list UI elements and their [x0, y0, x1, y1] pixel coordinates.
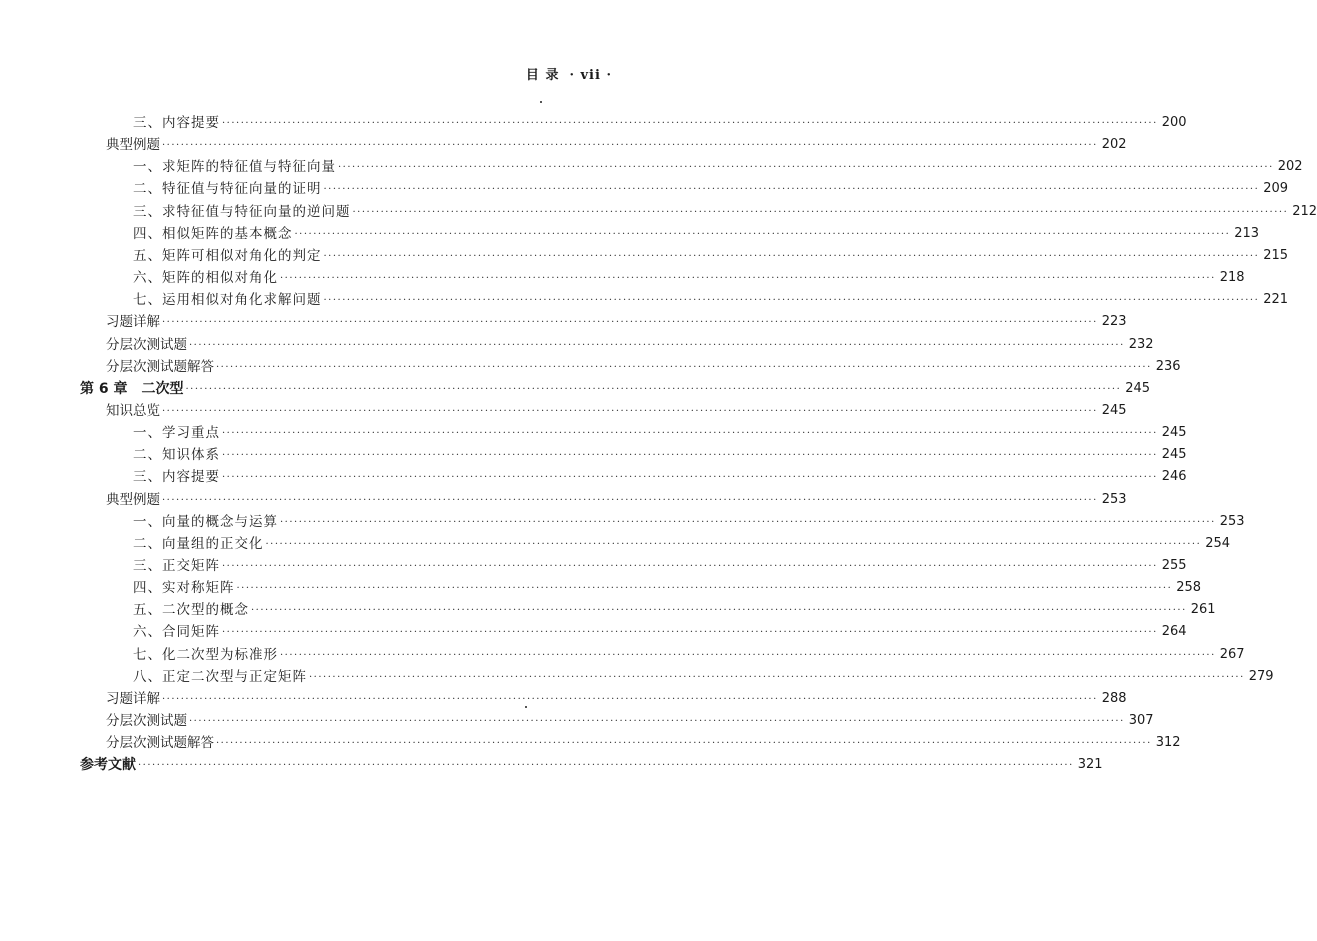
toc-entry[interactable]	[133, 110, 1187, 132]
toc-leader-dots: ········································································································································································································	[222, 428, 1158, 440]
toc-entry-label: 分层次测试题	[106, 713, 187, 730]
toc-entry[interactable]	[133, 221, 1260, 243]
toc-leader-dots: ········································································································································································································	[162, 317, 1098, 329]
toc-entry-page: 223	[1101, 314, 1127, 330]
toc-leader-dots: ········································································································································································································	[216, 361, 1152, 373]
toc-entry[interactable]	[80, 376, 1151, 398]
header-section-title: 目 录	[525, 68, 560, 83]
toc-leader-dots: ········································································································································································································	[323, 250, 1260, 262]
toc-entry-label: 第 6 章 二次型	[80, 380, 184, 397]
toc-entry[interactable]	[133, 287, 1289, 309]
toc-entry-page: 261	[1190, 602, 1216, 618]
toc-entry[interactable]	[133, 575, 1202, 597]
toc-entry[interactable]	[106, 398, 1127, 420]
toc-entry[interactable]	[133, 531, 1231, 553]
toc-entry-label: 二、特征值与特征向量的证明	[133, 181, 322, 198]
toc-entry[interactable]	[133, 619, 1187, 641]
scan-speck	[525, 706, 527, 708]
toc-leader-dots: ········································································································································································································	[216, 738, 1152, 750]
toc-entry-label: 三、内容提要	[133, 469, 220, 486]
toc-entry-label: 分层次测试题	[106, 336, 187, 353]
toc-entry-page: 253	[1101, 491, 1127, 507]
toc-leader-dots: ········································································································································································································	[222, 450, 1158, 462]
header-page-number: · vii ·	[569, 68, 612, 83]
toc-entry-page: 209	[1263, 181, 1289, 197]
toc-leader-dots: ········································································································································································································	[138, 760, 1074, 772]
toc-leader-dots: ········································································································································································································	[338, 162, 1274, 174]
toc-leader-dots: ········································································································································································································	[236, 583, 1173, 595]
toc-entry-label: 分层次测试题解答	[106, 735, 214, 752]
toc-entry[interactable]	[133, 243, 1289, 265]
toc-entry-page: 307	[1128, 713, 1154, 729]
toc-entry-page: 258	[1176, 580, 1202, 596]
toc-entry-page: 232	[1128, 336, 1154, 352]
toc-entry-page: 246	[1161, 469, 1187, 485]
toc-leader-dots: ········································································································································································································	[280, 516, 1216, 528]
toc-entry[interactable]	[133, 553, 1187, 575]
toc-entry-label: 五、二次型的概念	[133, 602, 249, 619]
toc-entry-page: 218	[1219, 270, 1245, 286]
toc-entry-label: 习题详解	[106, 690, 160, 707]
toc-entry-label: 典型例题	[106, 137, 160, 154]
toc-entry-page: 288	[1101, 690, 1127, 706]
toc-entry-page: 254	[1205, 535, 1231, 551]
toc-entry-page: 245	[1101, 402, 1127, 418]
toc-entry-label: 参考文献	[80, 757, 136, 774]
running-header	[526, 64, 612, 83]
toc-entry-label: 知识总览	[106, 402, 160, 419]
toc-entry[interactable]	[80, 752, 1103, 774]
toc-entry-label: 一、向量的概念与运算	[133, 513, 278, 530]
toc-leader-dots: ········································································································································································································	[280, 273, 1216, 285]
toc-entry[interactable]	[106, 708, 1154, 730]
toc-entry[interactable]	[106, 309, 1127, 331]
toc-entry[interactable]	[106, 354, 1181, 376]
toc-leader-dots: ········································································································································································································	[280, 649, 1216, 661]
toc-entry-label: 六、合同矩阵	[133, 624, 220, 641]
toc-entry-page: 321	[1077, 757, 1103, 773]
toc-leader-dots: ········································································································································································································	[162, 693, 1098, 705]
toc-entry[interactable]	[133, 199, 1317, 221]
toc-entry[interactable]	[106, 332, 1154, 354]
toc-entry-label: 分层次测试题解答	[106, 358, 214, 375]
toc-leader-dots: ········································································································································································································	[189, 716, 1125, 728]
toc-entry-page: 212	[1292, 203, 1317, 219]
toc-leader-dots: ········································································································································································································	[189, 339, 1125, 351]
toc-entry-label: 六、矩阵的相似对角化	[133, 270, 278, 287]
toc-entry-page: 245	[1125, 380, 1151, 396]
toc-entry[interactable]	[133, 642, 1245, 664]
toc-entry-label: 三、内容提要	[133, 115, 220, 131]
toc-entry[interactable]	[133, 420, 1187, 442]
toc-entry[interactable]	[106, 132, 1127, 154]
toc-leader-dots: ········································································································································································································	[185, 383, 1122, 395]
toc-entry-page: 236	[1155, 358, 1181, 374]
toc-leader-dots: ········································································································································································································	[323, 184, 1260, 196]
toc-entry-page: 279	[1248, 668, 1274, 684]
toc-entry-page: 202	[1101, 137, 1127, 153]
toc-entry-page: 202	[1277, 159, 1303, 175]
toc-entry-page: 221	[1263, 292, 1289, 308]
toc-entry-page: 267	[1219, 646, 1245, 662]
toc-entry-label: 五、矩阵可相似对角化的判定	[133, 247, 322, 264]
toc-leader-dots: ········································································································································································································	[162, 405, 1098, 417]
toc-entry-label: 典型例题	[106, 491, 160, 508]
toc-leader-dots: ········································································································································································································	[294, 228, 1231, 240]
toc-entry[interactable]	[133, 597, 1216, 619]
toc-leader-dots: ········································································································································································································	[265, 538, 1202, 550]
toc-entry-page: 215	[1263, 247, 1289, 263]
toc-leader-dots: ········································································································································································································	[251, 605, 1187, 617]
toc-entry-label: 四、实对称矩阵	[133, 580, 235, 597]
toc-entry-page: 245	[1161, 447, 1187, 463]
toc-leader-dots: ········································································································································································································	[222, 472, 1158, 484]
toc-entry-label: 七、化二次型为标准形	[133, 646, 278, 663]
toc-entry[interactable]	[133, 265, 1245, 287]
toc-leader-dots: ········································································································································································································	[309, 671, 1245, 683]
toc-leader-dots: ········································································································································································································	[222, 118, 1158, 129]
toc-entry-label: 一、学习重点	[133, 425, 220, 442]
toc-leader-dots: ········································································································································································································	[352, 206, 1289, 218]
toc-entry-label: 三、求特征值与特征向量的逆问题	[133, 203, 351, 220]
toc-entry[interactable]	[133, 442, 1187, 464]
toc-entry[interactable]	[133, 664, 1274, 686]
toc-leader-dots: ········································································································································································································	[162, 494, 1098, 506]
toc-entry[interactable]	[133, 154, 1303, 176]
toc-entry-page: 253	[1219, 513, 1245, 529]
toc-entry-label: 七、运用相似对角化求解问题	[133, 292, 322, 309]
toc-leader-dots: ········································································································································································································	[323, 295, 1260, 307]
toc-entry-label: 二、知识体系	[133, 447, 220, 464]
scan-speck	[540, 101, 542, 103]
toc-entry-label: 习题详解	[106, 314, 160, 331]
toc-entry-label: 四、相似矩阵的基本概念	[133, 225, 293, 242]
toc-entry-label: 八、正定二次型与正定矩阵	[133, 668, 307, 685]
toc-entry[interactable]	[133, 509, 1245, 531]
toc-entry[interactable]	[133, 176, 1289, 198]
toc-entry-label: 一、求矩阵的特征值与特征向量	[133, 159, 336, 176]
toc-leader-dots: ········································································································································································································	[222, 627, 1158, 639]
toc-entry[interactable]	[106, 686, 1127, 708]
toc-entry-page: 312	[1155, 735, 1181, 751]
toc-entry[interactable]	[106, 487, 1127, 509]
toc-entry[interactable]	[133, 464, 1187, 486]
toc-entry-page: 213	[1234, 225, 1260, 241]
toc-leader-dots: ········································································································································································································	[162, 140, 1098, 152]
toc-leader-dots: ········································································································································································································	[222, 561, 1158, 572]
toc-entry[interactable]	[106, 730, 1181, 752]
toc-entry-label: 三、正交矩阵	[133, 558, 220, 574]
toc-entry-page: 255	[1161, 558, 1187, 573]
toc-entry-page: 200	[1161, 115, 1187, 130]
toc-entry-label: 二、向量组的正交化	[133, 535, 264, 552]
toc-entry-page: 264	[1161, 624, 1187, 640]
toc-entry-page: 245	[1161, 425, 1187, 441]
